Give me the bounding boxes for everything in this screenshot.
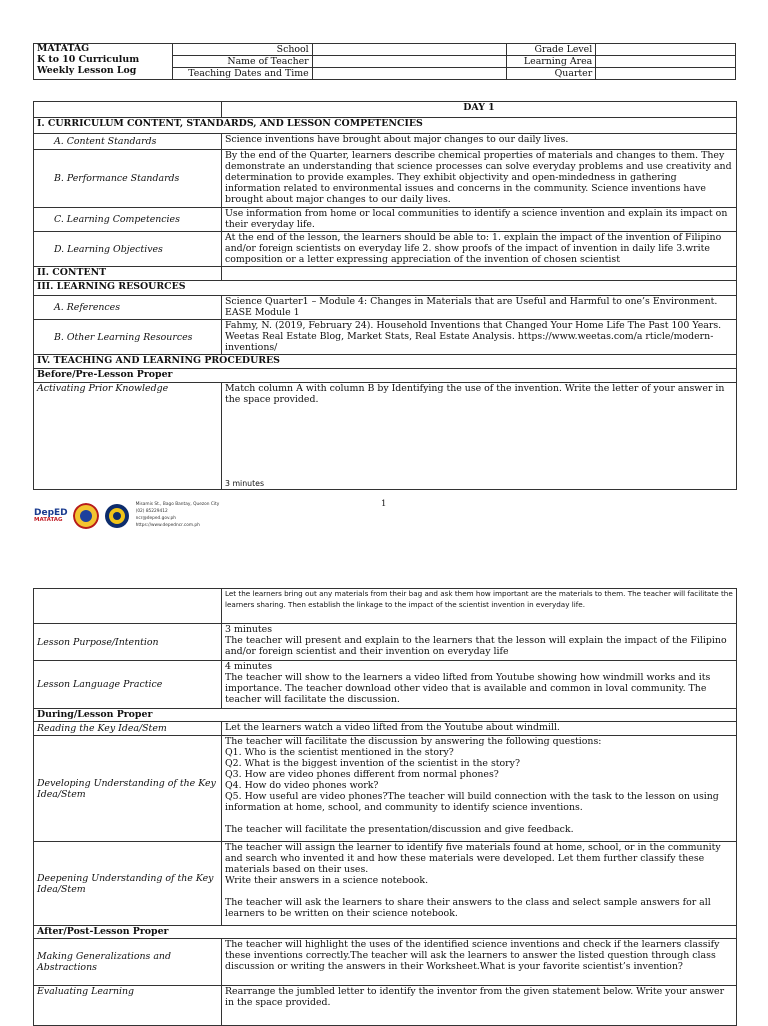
teacher-label: Name of Teacher	[172, 56, 312, 68]
dates-field[interactable]	[312, 68, 507, 80]
content-standards-label: A. Content Standards	[34, 134, 222, 150]
contact-email: ncr@deped.gov.ph	[135, 515, 177, 521]
evaluating-text: Rearrange the jumbled letter to identify the inventor from the given statement below. Write your answer in the space provided.	[222, 986, 737, 1026]
subsection-title: After/Post-Lesson Proper	[34, 926, 737, 939]
deepening-line: The teacher will assign the learner to identify five materials found at home, school, or in the community and search who invented it and how these materials were developed. Let them further classify these materials based on their uses.	[225, 842, 721, 875]
developing-line: Q2. What is the biggest invention of the scientist in the story?	[225, 758, 520, 769]
section-title: III. LEARNING RESOURCES	[34, 281, 737, 296]
deped-ncr-seal-icon	[104, 503, 130, 529]
quarter-field[interactable]	[596, 68, 736, 80]
activating-text: Match column A with column B by Identifying the use of the invention. Write the letter of your answer in the space provided.	[225, 383, 725, 405]
title-line-3: Weekly Lesson Log	[37, 64, 137, 76]
header-table	[33, 43, 736, 80]
section-title: IV. TEACHING AND LEARNING PROCEDURES	[34, 355, 737, 369]
language-practice-label: Lesson Language Practice	[34, 661, 222, 709]
references-label: A. References	[34, 296, 222, 320]
developing-label: Developing Understanding of the Key Idea/Stem	[34, 736, 222, 842]
developing-line: The teacher will facilitate the presentation/discussion and give feedback.	[225, 824, 574, 835]
reading-text: Let the learners watch a video lifted from the Youtube about windmill.	[222, 722, 737, 736]
other-resources-text: Fahmy, N. (2019, February 24). Household Inventions that Changed Your Home Life The Past 100 Years. Weetas Real Estate Blog, Market Stats, Real Estate Analysis. https://www.weetas.com/a rticle/modern-inventions/	[222, 320, 737, 355]
bagong-pilipinas-seal-icon	[73, 503, 99, 529]
content-standards-text: Science inventions have brought about major changes to our daily lives.	[222, 134, 737, 150]
developing-cell	[222, 736, 737, 842]
purpose-cell	[222, 624, 737, 661]
generalization-label: Making Generalizations and Abstractions	[34, 939, 222, 986]
activating-continuation-text: Let the learners bring out any materials from their bag and ask them how important are the materials to them. The teacher will facilitate the learners sharing. Then establish the linkage to the impact of the scientist invention in everyday life.	[222, 589, 737, 624]
title-line-1: MATATAG	[37, 43, 90, 54]
lesson-log-table	[33, 101, 737, 490]
dates-label: Teaching Dates and Time	[172, 68, 312, 80]
blank-cell	[34, 102, 222, 118]
learning-competencies-text: Use information from home or local communities to identify a science invention and explain its impact on their everyday life.	[222, 208, 737, 232]
purpose-minutes: 3 minutes	[225, 624, 273, 635]
title-line-2: K to 10 Curriculum	[37, 53, 140, 65]
footer-logos	[34, 502, 219, 530]
grade-level-field[interactable]	[596, 44, 736, 56]
evaluating-label: Evaluating Learning	[34, 986, 222, 1026]
log-title	[34, 44, 173, 80]
blank-cell	[34, 589, 222, 624]
learning-objectives-text: At the end of the lesson, the learners should be able to: 1. explain the impact of the invention of Filipino and/or foreign scientists on everyday life 2. show proofs of the impact of invention in daily life 3.write composition or a letter expressing appreciation of the invention of chosen scientist	[222, 232, 737, 267]
subsection-title: Before/Pre-Lesson Proper	[34, 369, 737, 383]
matatag-logo-text: MATATAG	[34, 516, 63, 523]
activating-label: Activating Prior Knowledge	[34, 383, 222, 490]
content-field[interactable]	[222, 267, 737, 281]
learning-competencies-label: C. Learning Competencies	[34, 208, 222, 232]
developing-line: Q1. Who is the scientist mentioned in the story?	[225, 747, 454, 758]
spacer	[225, 813, 733, 824]
language-practice-cell	[222, 661, 737, 709]
learning-area-label: Learning Area	[507, 56, 596, 68]
school-label: School	[172, 44, 312, 56]
learning-objectives-label: D. Learning Objectives	[34, 232, 222, 267]
contact-phone: (02) 85229412	[135, 508, 168, 514]
subsection-title: During/Lesson Proper	[34, 709, 737, 722]
school-field[interactable]	[312, 44, 507, 56]
language-text: The teacher will show to the learners a video lifted from Youtube showing how windmill works and its importance. The teacher download other video that is available and common in loval community. The teacher will facilitate the discussion.	[225, 672, 711, 705]
section-title: II. CONTENT	[34, 267, 222, 281]
contact-info	[136, 502, 220, 530]
performance-standards-label: B. Performance Standards	[34, 150, 222, 208]
deepening-line: The teacher will ask the learners to share their answers to the class and select sample answers for all learners to be written on their science notebook.	[225, 897, 711, 919]
lesson-log-table-continued	[33, 588, 737, 1026]
spacer	[225, 886, 733, 897]
contact-website: https://www.depedncr.com.ph	[135, 522, 200, 528]
generalization-text: The teacher will highlight the uses of the identified science inventions and check if the learners classify these inventions correctly.The teacher will ask the learners to answer the listed question through class discussion or writing the answers in their Worksheet.What is your favorite scientist’s invention?	[222, 939, 737, 986]
performance-standards-text: By the end of the Quarter, learners describe chemical properties of materials and changes to them. They demonstrate an understanding that science processes can solve everyday problems and use creativity and determination to provide examples. They exhibit objectivity and open-mindedness in gathering information related to environmental issues and concerns in the community. Science inventions have brought about major changes to our daily lives.	[222, 150, 737, 208]
quarter-label: Quarter	[507, 68, 596, 80]
activating-cell	[222, 383, 737, 490]
references-text: Science Quarter1 – Module 4: Changes in Materials that are Useful and Harmful to one’s Environment. EASE Module 1	[222, 296, 737, 320]
teacher-field[interactable]	[312, 56, 507, 68]
deped-logo	[34, 509, 68, 524]
page-footer	[34, 500, 737, 540]
purpose-text: The teacher will present and explain to the learners that the lesson will explain the impact of the Filipino and/or foreign scientist and their invention on everyday life	[225, 635, 727, 657]
developing-line: Q5. How useful are video phones?The teacher will build connection with the task to the lesson on using information at home, school, and community to identify science inventions.	[225, 791, 719, 813]
grade-level-label: Grade Level	[507, 44, 596, 56]
deepening-label: Deepening Understanding of the Key Idea/Stem	[34, 842, 222, 926]
page-number: 1	[381, 499, 387, 509]
language-minutes: 4 minutes	[225, 661, 273, 672]
deepening-cell	[222, 842, 737, 926]
other-resources-label: B. Other Learning Resources	[34, 320, 222, 355]
activating-minutes: 3 minutes	[225, 478, 264, 488]
section-title: I. CURRICULUM CONTENT, STANDARDS, AND LESSON COMPETENCIES	[34, 118, 737, 134]
deped-logo-text: DepED	[34, 507, 68, 518]
developing-line: Q3. How are video phones different from normal phones?	[225, 769, 499, 780]
developing-line: The teacher will facilitate the discussion by answering the following questions:	[225, 736, 602, 747]
developing-line: Q4. How do video phones work?	[225, 780, 379, 791]
purpose-label: Lesson Purpose/Intention	[34, 624, 222, 661]
contact-address: Misamis St., Bago Bantay, Quezon City	[135, 502, 220, 507]
reading-label: Reading the Key Idea/Stem	[34, 722, 222, 736]
day-header: DAY 1	[222, 102, 737, 118]
deepening-line: Write their answers in a science notebook.	[225, 875, 429, 886]
learning-area-field[interactable]	[596, 56, 736, 68]
